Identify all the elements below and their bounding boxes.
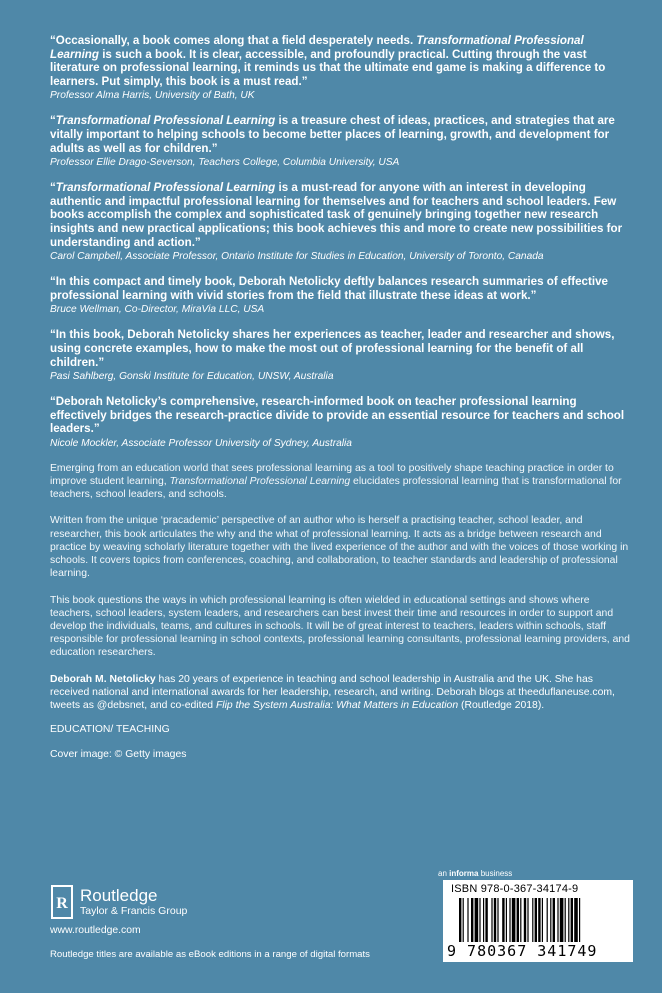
barcode-bar [574,898,578,942]
barcode-bar [485,898,487,942]
barcode-bar [512,898,516,942]
endorsement-source: Pasi Sahlberg, Gonski Institute for Education, UNSW, Australia [50,371,334,383]
barcode-bar [565,898,566,942]
endorsement [50,34,630,102]
endorsement-text: “Transformational Professional Learning is a must-read for anyone with an interest in developing authentic and impactful professional learning for themselves and for teachers and school leaders. Few books accomplish the complex and sophisticated task of genuinely bringing together new research insights and new practical applications; this book achieves this and more to create new possibilities for understanding and action.” [50,181,623,249]
barcode-bar [459,898,461,942]
description-paragraph-3: This book questions the ways in which professional learning is often wielded in educational settings and shows where teachers, school leaders, system leaders, and researchers can best invest their time and resources in order to support and develop the individuals, teams, and cultures in schools. It will be of great interest to teachers, leaders within schools, staff responsible for professional learning in school contexts, professional learning consultants, professional learning providers, and education researchers. [50,594,630,659]
publisher-name: Routledge [80,886,158,905]
barcode-bar [579,898,580,942]
barcode-bar [483,898,484,942]
barcode-bar [542,898,543,942]
isbn-number: ISBN 978-0-367-34174-9 [451,883,579,895]
barcode-bar [568,898,569,942]
endorsement [50,395,630,450]
endorsement-text: “Transformational Professional Learning is a treasure chest of ideas, practices, and strategies that are vitally important to helping schools to become better places of learning, growth, and development for adults as well as for children.” [50,114,615,155]
endorsement-text: “Deborah Netolicky’s comprehensive, research-informed book on teacher professional learning effectively bridges the research-practice divide to provide an essential resource for teachers and school leaders.” [50,395,625,436]
endorsement-source: Professor Ellie Drago-Severson, Teachers College, Columbia University, USA [50,157,400,169]
endorsement [50,114,630,169]
informa-tagline: an informa business [438,869,513,878]
barcode-bar [571,898,573,942]
barcode-bar [475,898,479,942]
endorsement-source: Nicole Mockler, Associate Professor University of Sydney, Australia [50,437,352,449]
subject-category: EDUCATION/ TEACHING [50,724,170,736]
endorsement-text: “In this compact and timely book, Deborah Netolicky deftly balances research summaries of effective professional learning with vivid stories from the field that illustrate these ideas at work.” [50,275,608,302]
barcode-digits: 9 780367 341749 [447,942,598,960]
description-paragraph-2: Written from the unique ‘pracademic’ perspective of an author who is herself a practising teacher, school leader, and researcher, this book articulates the why and the what of professional learning. It acts as a bridge between research and practice by weaving scholarly literature together with the lived experience of the author and with the voices of those working in schools. It covers topics from conferences, coaching, and collaboration, to teacher standards and leadership of professional learning. [50,515,629,580]
barcode-bar [471,898,473,942]
barcode-bar [520,898,521,942]
barcode-bar [524,898,526,942]
barcode-bar [560,898,564,942]
routledge-logo [50,884,187,920]
endorsement-source: Bruce Wellman, Co-Director, MiraVia LLC, USA [50,304,265,316]
description-paragraph-1: Emerging from an education world that sees professional learning as a tool to positively shape teaching practice in order to improve student learning, Transformational Professional Learning elucidates professional learning that is transformational for teachers, school leaders, and schools. [50,462,622,501]
back-cover-text [50,34,630,760]
endorsement-source: Professor Alma Harris, University of Bath, UK [50,90,255,102]
barcode-bar [497,898,498,942]
barcode-bar [506,898,507,942]
barcode-bar [550,898,551,942]
barcode-bar [517,898,519,942]
publisher-group: Taylor & Francis Group [80,905,188,917]
barcode-bar [494,898,496,942]
endorsement-text: “Occasionally, a book comes along that a field desperately needs. Transformational Professional Learning is such a book. It is clear, accessible, and profoundly practical. Cutting through the vast literature on professional learning, it reminds us that the ultimate end game is making a difference to learners. Put simply, this book is a must read.” [50,34,606,88]
endorsement [50,181,630,263]
publisher-url[interactable]: www.routledge.com [50,925,141,936]
endorsement [50,275,630,316]
barcode-bar [467,898,468,942]
cover-credit: Cover image: © Getty images [50,749,187,761]
author-bio: Deborah M. Netolicky has 20 years of experience in teaching and school leadership in Australia and the UK. She has received national and international awards for her leadership, research, and writing. Deborah blogs at theeduflaneuse.com, tweets as @debsnet, and co-edited Flip the System Australia: What Matters in Education (Routledge 2018). [50,673,615,711]
isbn-barcode [443,880,633,962]
barcode-bar [463,898,464,942]
endorsements [50,34,630,450]
barcode-bar [502,898,504,942]
barcode-bar [491,898,492,942]
endorsement-text: “In this book, Deborah Netolicky shares her experiences as teacher, leader and researcher and shows, using concrete examples, how to make the most out of professional learning for the benefit of all children.” [50,328,615,369]
barcode-bar [479,898,480,942]
barcode-bar [509,898,510,942]
barcode-bar [527,898,528,942]
barcode-bar [538,898,540,942]
barcode-bars [459,898,619,942]
barcode-bar [547,898,548,942]
endorsement [50,328,630,383]
barcode-bar [557,898,558,942]
barcode-bar [532,898,533,942]
ebook-footnote: Routledge titles are available as eBook editions in a range of digital formats [50,949,370,960]
endorsement-source: Carol Campbell, Associate Professor, Ontario Institute for Studies in Education, University of Toronto, Canada [50,251,544,263]
svg-text:R: R [56,895,68,912]
barcode-bar [553,898,555,942]
barcode-bar [535,898,537,942]
author-name: Deborah M. Netolicky [50,673,156,685]
routledge-logo-icon [50,884,74,920]
